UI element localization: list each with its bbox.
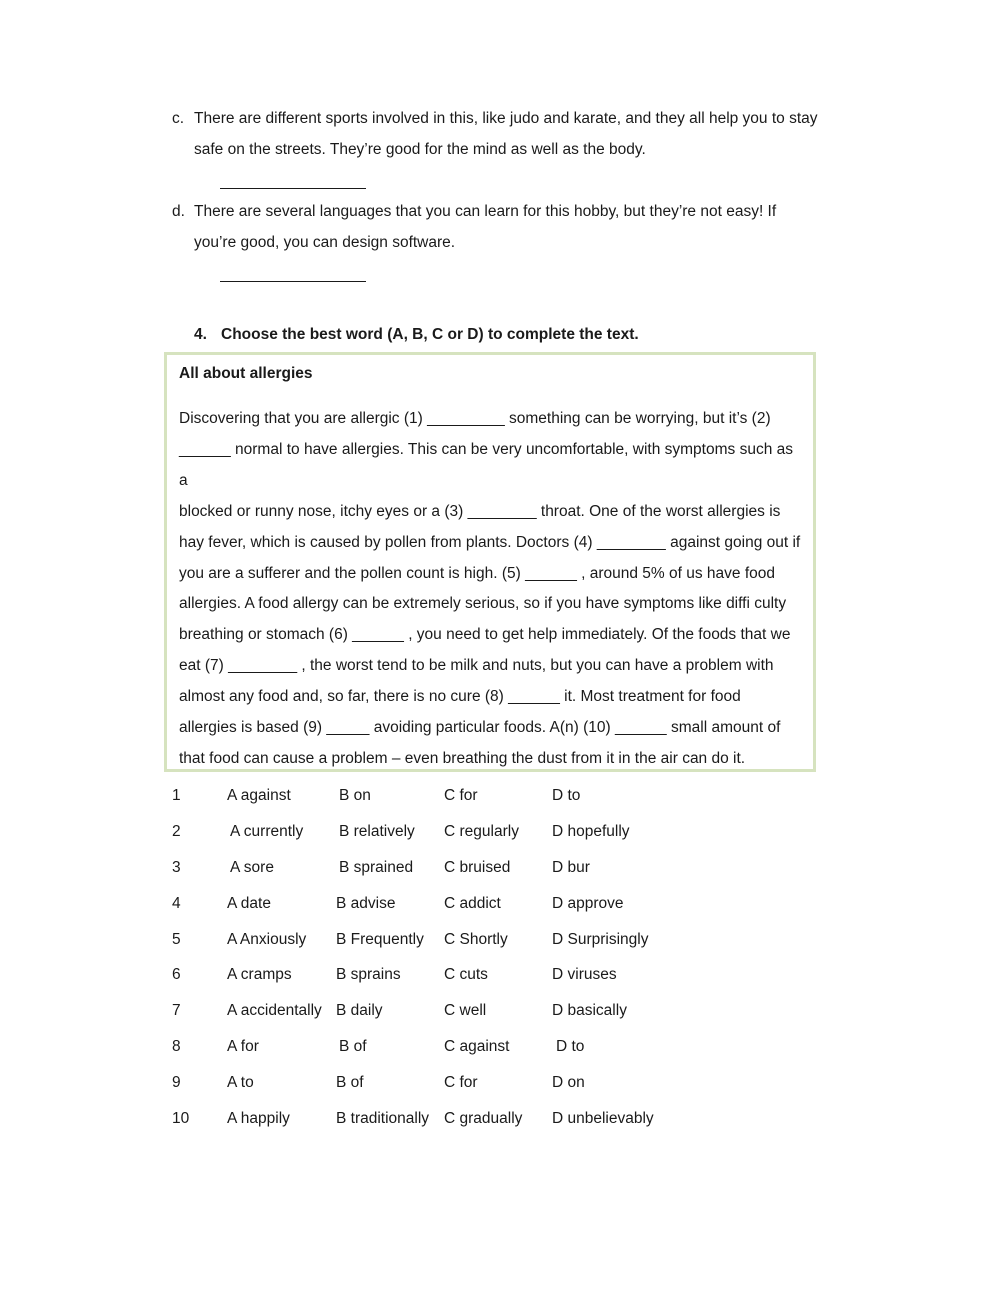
passage-line: blocked or runny nose, itchy eyes or a (3) ________ throat. One of the worst allergies is bbox=[179, 502, 781, 520]
item-text bbox=[194, 196, 834, 258]
option-row bbox=[172, 957, 772, 993]
passage-line: allergies is based (9) _____ avoiding particular foods. A(n) (10) ______ small amount of bbox=[179, 719, 781, 737]
item-text bbox=[194, 103, 834, 165]
passage-line: hay fever, which is caused by pollen from plants. Doctors (4) ________ against going out if bbox=[179, 533, 801, 551]
answer-blank[interactable] bbox=[220, 281, 366, 282]
option-a[interactable]: A date bbox=[227, 894, 271, 912]
passage-line: almost any food and, so far, there is no cure (8) ______ it. Most treatment for food bbox=[179, 688, 741, 706]
option-a[interactable]: A to bbox=[227, 1074, 254, 1092]
passage-line: you are a sufferer and the pollen count is high. (5) ______ , around 5% of us have food bbox=[179, 564, 776, 582]
option-b[interactable]: B of bbox=[339, 1038, 367, 1056]
question-number: 2 bbox=[172, 822, 181, 840]
question-number: 5 bbox=[172, 930, 181, 948]
option-d[interactable]: D on bbox=[552, 1074, 585, 1092]
option-b[interactable]: B sprains bbox=[336, 966, 401, 984]
option-a[interactable]: A currently bbox=[230, 822, 304, 840]
option-b[interactable]: B daily bbox=[336, 1002, 383, 1020]
option-c[interactable]: C bruised bbox=[444, 858, 511, 876]
item-text-line: you’re good, you can design software. bbox=[194, 234, 456, 251]
option-d[interactable]: D to bbox=[556, 1038, 585, 1056]
question-number: 6 bbox=[172, 966, 181, 984]
item-letter: c. bbox=[172, 110, 185, 127]
option-b[interactable]: B sprained bbox=[339, 858, 414, 876]
option-row bbox=[172, 1029, 772, 1065]
option-b[interactable]: B on bbox=[339, 787, 371, 804]
option-c[interactable]: C Shortly bbox=[444, 930, 508, 948]
question-number: 1 bbox=[172, 787, 181, 804]
option-a[interactable]: A Anxiously bbox=[227, 930, 307, 948]
passage-line: breathing or stomach (6) ______ , you need to get help immediately. Of the foods that we bbox=[179, 626, 791, 644]
question-number: 10 bbox=[172, 1110, 190, 1128]
option-row bbox=[172, 922, 772, 958]
option-d[interactable]: D to bbox=[552, 787, 581, 804]
option-c[interactable]: C well bbox=[444, 1002, 487, 1020]
option-c[interactable]: C for bbox=[444, 1074, 478, 1092]
question-number: 9 bbox=[172, 1074, 181, 1092]
passage-line: Discovering that you are allergic (1) _________ something can be worrying, but it’s (2) bbox=[179, 410, 771, 427]
option-row bbox=[172, 778, 772, 814]
option-d[interactable]: D hopefully bbox=[552, 822, 630, 840]
item-letter: d. bbox=[172, 203, 185, 220]
exercise-item-c bbox=[172, 103, 832, 193]
option-a[interactable]: A for bbox=[227, 1038, 259, 1056]
option-a[interactable]: A sore bbox=[230, 858, 274, 876]
option-a[interactable]: A cramps bbox=[227, 966, 292, 984]
option-b[interactable]: B Frequently bbox=[336, 930, 424, 948]
option-d[interactable]: D viruses bbox=[552, 966, 617, 984]
item-text-line: There are different sports involved in this, like judo and karate, and they all help you to stay bbox=[194, 110, 818, 127]
option-row bbox=[172, 886, 772, 922]
item-text-line: safe on the streets. They’re good for the mind as well as the body. bbox=[194, 141, 646, 158]
option-row bbox=[172, 850, 772, 886]
option-c[interactable]: C for bbox=[444, 787, 478, 804]
option-b[interactable]: B of bbox=[336, 1074, 364, 1092]
option-b[interactable]: B traditionally bbox=[336, 1110, 430, 1128]
option-d[interactable]: D approve bbox=[552, 894, 624, 912]
task-instruction: Choose the best word (A, B, C or D) to complete the text. bbox=[221, 326, 639, 343]
exercise-item-d bbox=[172, 196, 832, 286]
option-c[interactable]: C regularly bbox=[444, 822, 519, 840]
option-d[interactable]: D unbelievably bbox=[552, 1110, 654, 1128]
option-d[interactable]: D Surprisingly bbox=[552, 930, 649, 948]
option-c[interactable]: C addict bbox=[444, 894, 501, 912]
passage-line: that food can cause a problem – even breathing the dust from it in the air can do it. bbox=[179, 749, 746, 767]
option-c[interactable]: C cuts bbox=[444, 966, 488, 984]
answer-options-list bbox=[172, 778, 772, 1137]
passage-line: allergies. A food allergy can be extremely serious, so if you have symptoms like diffi culty bbox=[179, 595, 787, 613]
option-row bbox=[172, 1065, 772, 1101]
question-number: 7 bbox=[172, 1002, 181, 1020]
option-row bbox=[172, 993, 772, 1029]
option-b[interactable]: B relatively bbox=[339, 822, 415, 840]
item-text-line: There are several languages that you can learn for this hobby, but they’re not easy! If bbox=[194, 203, 777, 220]
option-b[interactable]: B advise bbox=[336, 894, 396, 912]
passage-line: ______ normal to have allergies. This can be very uncomfortable, with symptoms such as a bbox=[179, 440, 793, 489]
option-a[interactable]: A happily bbox=[227, 1110, 290, 1128]
question-number: 4 bbox=[172, 894, 181, 912]
passage-title: All about allergies bbox=[179, 365, 313, 382]
passage-body bbox=[179, 404, 804, 775]
task-heading bbox=[194, 322, 639, 348]
option-d[interactable]: D bur bbox=[552, 858, 590, 876]
option-a[interactable]: A against bbox=[227, 787, 291, 804]
option-c[interactable]: C gradually bbox=[444, 1110, 523, 1128]
question-number: 8 bbox=[172, 1038, 181, 1056]
option-a[interactable]: A accidentally bbox=[227, 1002, 322, 1020]
answer-blank[interactable] bbox=[220, 188, 366, 189]
option-row bbox=[172, 1101, 772, 1137]
option-row bbox=[172, 814, 772, 850]
passage-line: eat (7) ________ , the worst tend to be milk and nuts, but you can have a problem with bbox=[179, 657, 774, 675]
question-number: 3 bbox=[172, 858, 181, 876]
passage-box bbox=[164, 352, 816, 772]
option-c[interactable]: C against bbox=[444, 1038, 510, 1056]
option-d[interactable]: D basically bbox=[552, 1002, 627, 1020]
task-number: 4. bbox=[194, 326, 207, 343]
